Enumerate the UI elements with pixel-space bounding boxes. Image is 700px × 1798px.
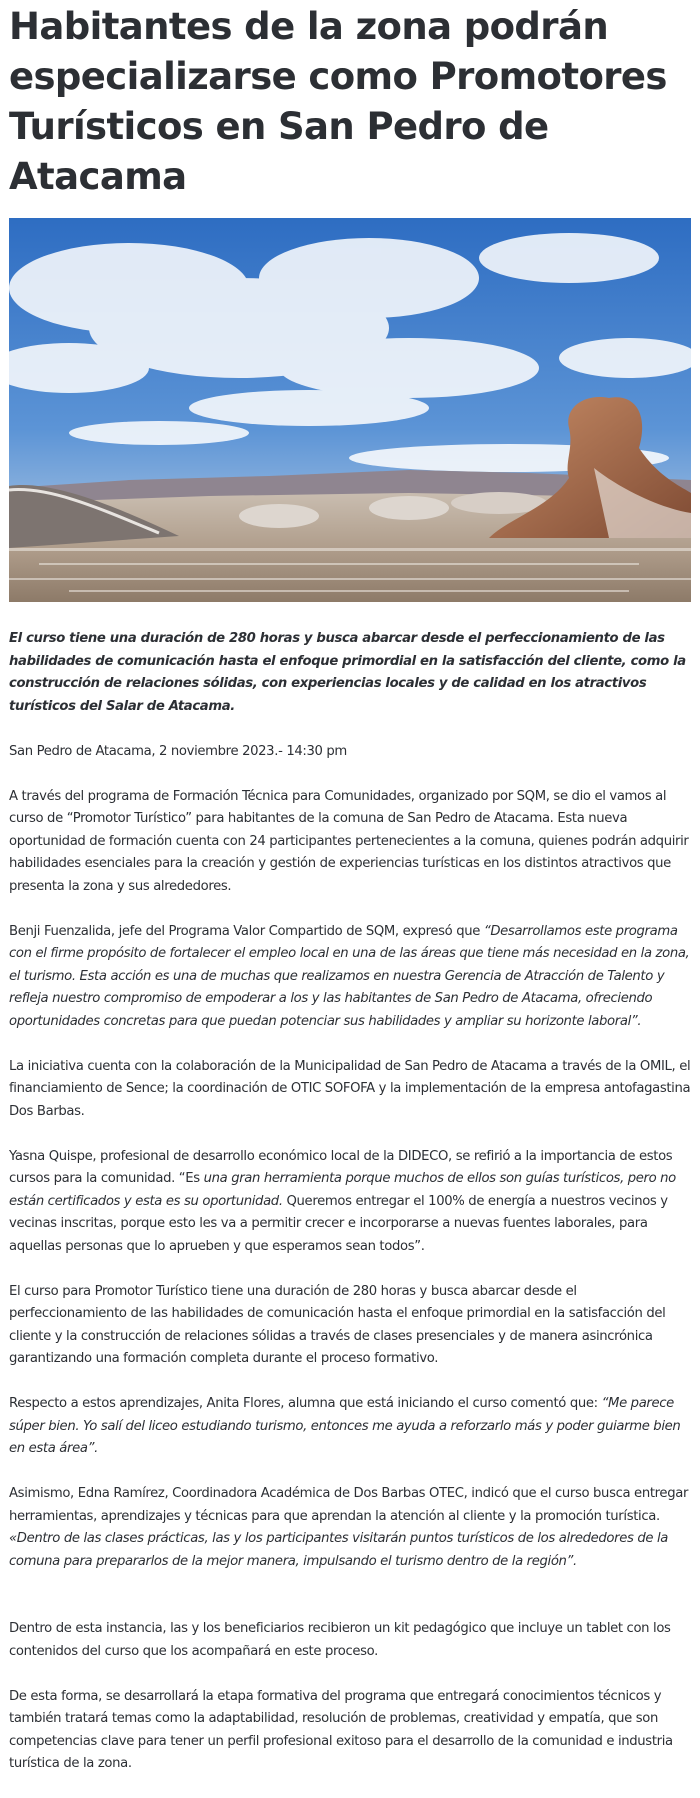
paragraph-text: Benji Fuenzalida, jefe del Programa Valor Compartido de SQM, expresó que — [9, 923, 484, 939]
paragraph-text: Queremos entregar el 100% de energía a nuestros vecinos y vecinas inscritas, porque esto les va a permitir crecer e incorporarse a nuevas fuentes laborales, para aquellas personas que lo aprueben y que esperamos sean todos”. — [9, 1193, 668, 1254]
article-body — [9, 628, 691, 1798]
paragraph: El curso para Promotor Turístico tiene una duración de 280 horas y busca abarcar desde el perfeccionamiento de las habilidades de comunicación hasta el enfoque primordial en la satisfacción del cliente y la construcción de relaciones sólidas a través de clases presenciales y de manera asincrónica garantizando una formación completa durante el proceso formativo. — [9, 1283, 666, 1366]
article-header — [9, 0, 691, 246]
paragraph-text: Respecto a estos aprendizajes, Anita Flores, alumna que está iniciando el curso comentó que: — [9, 1396, 602, 1411]
paragraph-text: Asimismo, Edna Ramírez, Coordinadora Académica de Dos Barbas OTEC, indicó que el curso busca entregar herramientas, aprendizajes y técnicas para que aprendan la atención al cliente y la promoción turística. — [9, 1486, 689, 1524]
paragraph — [9, 921, 691, 1034]
paragraph: De esta forma, se desarrollará la etapa formativa del programa que entregará conocimientos técnicos y también tratará temas como la adaptabilidad, resolución de problemas, creatividad y empatía, que son competencias clave para tener un perfil profesional exitoso para el desarrollo de la comunidad e industria turística de la zona. — [9, 1688, 673, 1771]
paragraph: A través del programa de Formación Técnica para Comunidades, organizado por SQM, se dio el vamos al curso de “Promotor Turístico” para habitantes de la comuna de San Pedro de Atacama. Esta nueva oportunidad de formación cuenta con 24 participantes pertenecientes a la comuna, quienes podrán adquirir habilidades esenciales para la creación y gestión de experiencias turísticas en los distintos atractivos que presenta la zona y sus alrededores. — [9, 788, 689, 894]
paragraph: Dentro de esta instancia, las y los beneficiarios recibieron un kit pedagógico que incluye un tablet con los contenidos del curso que los acompañará en este proceso. — [9, 1621, 671, 1659]
spacer — [9, 1596, 691, 1619]
quote: “Desarrollamos este programa con el firme propósito de fortalecer el empleo local en una de las áreas que tiene más necesidad en la zona, el turismo. Esta acción es una de muchas que realizamos en nuestra Gerencia de Atracción de Talento y refleja nuestro compromiso de empoderar a los y las habitantes de San Pedro de Atacama, ofreciendo oportunidades concretas para que puedan potenciar sus habilidades y ampliar su horizonte laboral”. — [9, 923, 690, 1029]
paragraph — [9, 1393, 691, 1461]
paragraph — [9, 1483, 691, 1573]
page-title: Habitantes de la zona podrán especializarse como Promotores Turísticos en San Pedro de Atacama — [9, 5, 667, 198]
quote: “Me parece súper bien. Yo salí del liceo estudiando turismo, entonces me ayuda a reforzarlo más y poder guiarme bien en esta área”. — [9, 1396, 681, 1456]
lead-paragraph: El curso tiene una duración de 280 horas y busca abarcar desde el perfeccionamiento de las habilidades de comunicación hasta el enfoque primordial en la satisfacción del cliente, como la construcción de relaciones sólidas, con experiencias locales y de calidad en los atractivos turísticos del Salar de Atacama. — [9, 631, 686, 714]
paragraph: La iniciativa cuenta con la colaboración de la Municipalidad de San Pedro de Atacama a través de la OMIL, el financiamiento de Sence; la coordinación de OTIC SOFOFA y la implementación de la empresa antofagastina Dos Barbas. — [9, 1058, 691, 1119]
paragraph-text: Yasna Quispe, profesional de desarrollo económico local de la DIDECO, se refirió a la importancia de estos cursos para la comunidad. “Es — [9, 1148, 673, 1186]
paragraph — [9, 1146, 691, 1259]
quote: una gran herramienta porque muchos de ellos son guías turísticos, pero no están certificados y esta es su oportunidad. — [9, 1171, 676, 1209]
dateline: San Pedro de Atacama, 2 noviembre 2023.- 14:30 pm — [9, 743, 347, 759]
hero-image — [9, 218, 691, 602]
quote: «Dentro de las clases prácticas, las y los participantes visitarán puntos turísticos de los alrededores de la comuna para prepararlos de la mejor manera, impulsando el turismo dentro de la región”. — [9, 1531, 669, 1569]
